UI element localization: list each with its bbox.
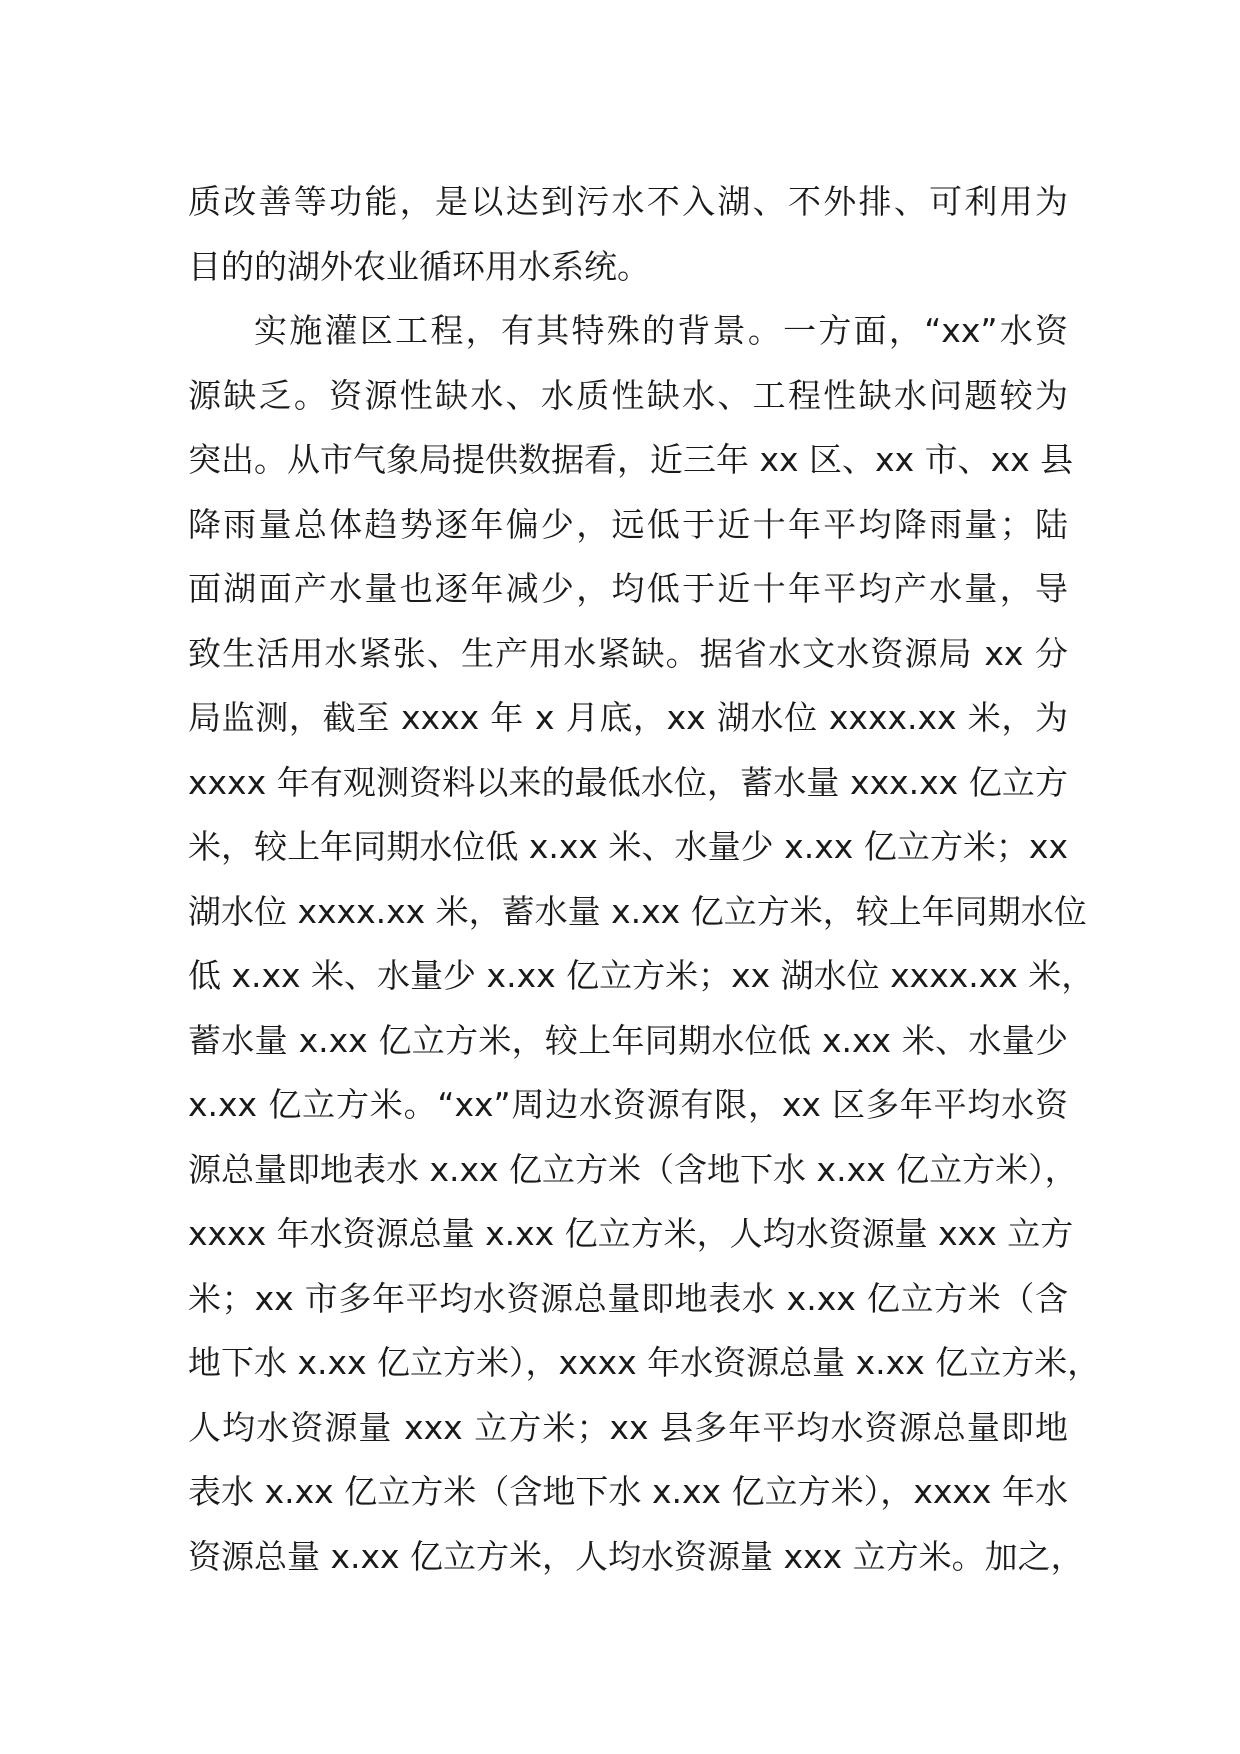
text-line: 表水 x.xx 亿立方米（含地下水 x.xx 亿立方米），xxxx 年水 bbox=[188, 1472, 1068, 1511]
text-line: 米，较上年同期水位低 x.xx 米、水量少 x.xx 亿立方米；xx bbox=[188, 827, 1068, 866]
text-line: 突出。从市气象局提供数据看，近三年 xx 区、xx 市、xx 县 bbox=[188, 440, 1074, 479]
text-line: 低 x.xx 米、水量少 x.xx 亿立方米；xx 湖水位 xxxx.xx 米， bbox=[188, 956, 1095, 995]
text-line: 源总量即地表水 x.xx 亿立方米（含地下水 x.xx 亿立方米）， bbox=[188, 1149, 1078, 1189]
text-line: xxxx 年水资源总量 x.xx 亿立方米，人均水资源量 xxx 立方 bbox=[188, 1214, 1074, 1253]
text-line: xxxx 年有观测资料以来的最低水位，蓄水量 xxx.xx 亿立方 bbox=[188, 762, 1068, 802]
text-line: 蓄水量 x.xx 亿立方米，较上年同期水位低 x.xx 米、水量少 bbox=[188, 1020, 1068, 1060]
text-line: 实施灌区工程，有其特殊的背景。一方面，“xx”水资 bbox=[254, 311, 1068, 350]
text-line: 地下水 x.xx 亿立方米），xxxx 年水资源总量 x.xx 亿立方米， bbox=[188, 1343, 1101, 1382]
text-line: 人均水资源量 xxx 立方米；xx 县多年平均水资源总量即地 bbox=[188, 1407, 1068, 1447]
text-line: 面湖面产水量也逐年减少，均低于近十年平均产水量，导 bbox=[188, 569, 1068, 608]
text-line: 降雨量总体趋势逐年偏少，远低于近十年平均降雨量；陆 bbox=[188, 504, 1068, 544]
text-line: 湖水位 xxxx.xx 米，蓄水量 x.xx 亿立方米，较上年同期水位 bbox=[188, 891, 1087, 931]
text-line: 局监测，截至 xxxx 年 x 月底，xx 湖水位 xxxx.xx 米，为 bbox=[188, 698, 1068, 737]
text-line: 质改善等功能，是以达到污水不入湖、不外排、可利用为 bbox=[188, 182, 1068, 221]
document-body bbox=[188, 170, 1101, 1589]
text-line: 资源总量 x.xx 亿立方米，人均水资源量 xxx 立方米。加之， bbox=[188, 1536, 1084, 1576]
text-line: 目的的湖外农业循环用水系统。 bbox=[188, 246, 650, 286]
text-line: x.xx 亿立方米。“xx”周边水资源有限，xx 区多年平均水资 bbox=[188, 1085, 1068, 1124]
text-line: 源缺乏。资源性缺水、水质性缺水、工程性缺水问题较为 bbox=[188, 375, 1068, 415]
text-line: 米；xx 市多年平均水资源总量即地表水 x.xx 亿立方米（含 bbox=[188, 1278, 1068, 1318]
text-line: 致生活用水紧张、生产用水紧缺。据省水文水资源局 xx 分 bbox=[188, 633, 1068, 673]
